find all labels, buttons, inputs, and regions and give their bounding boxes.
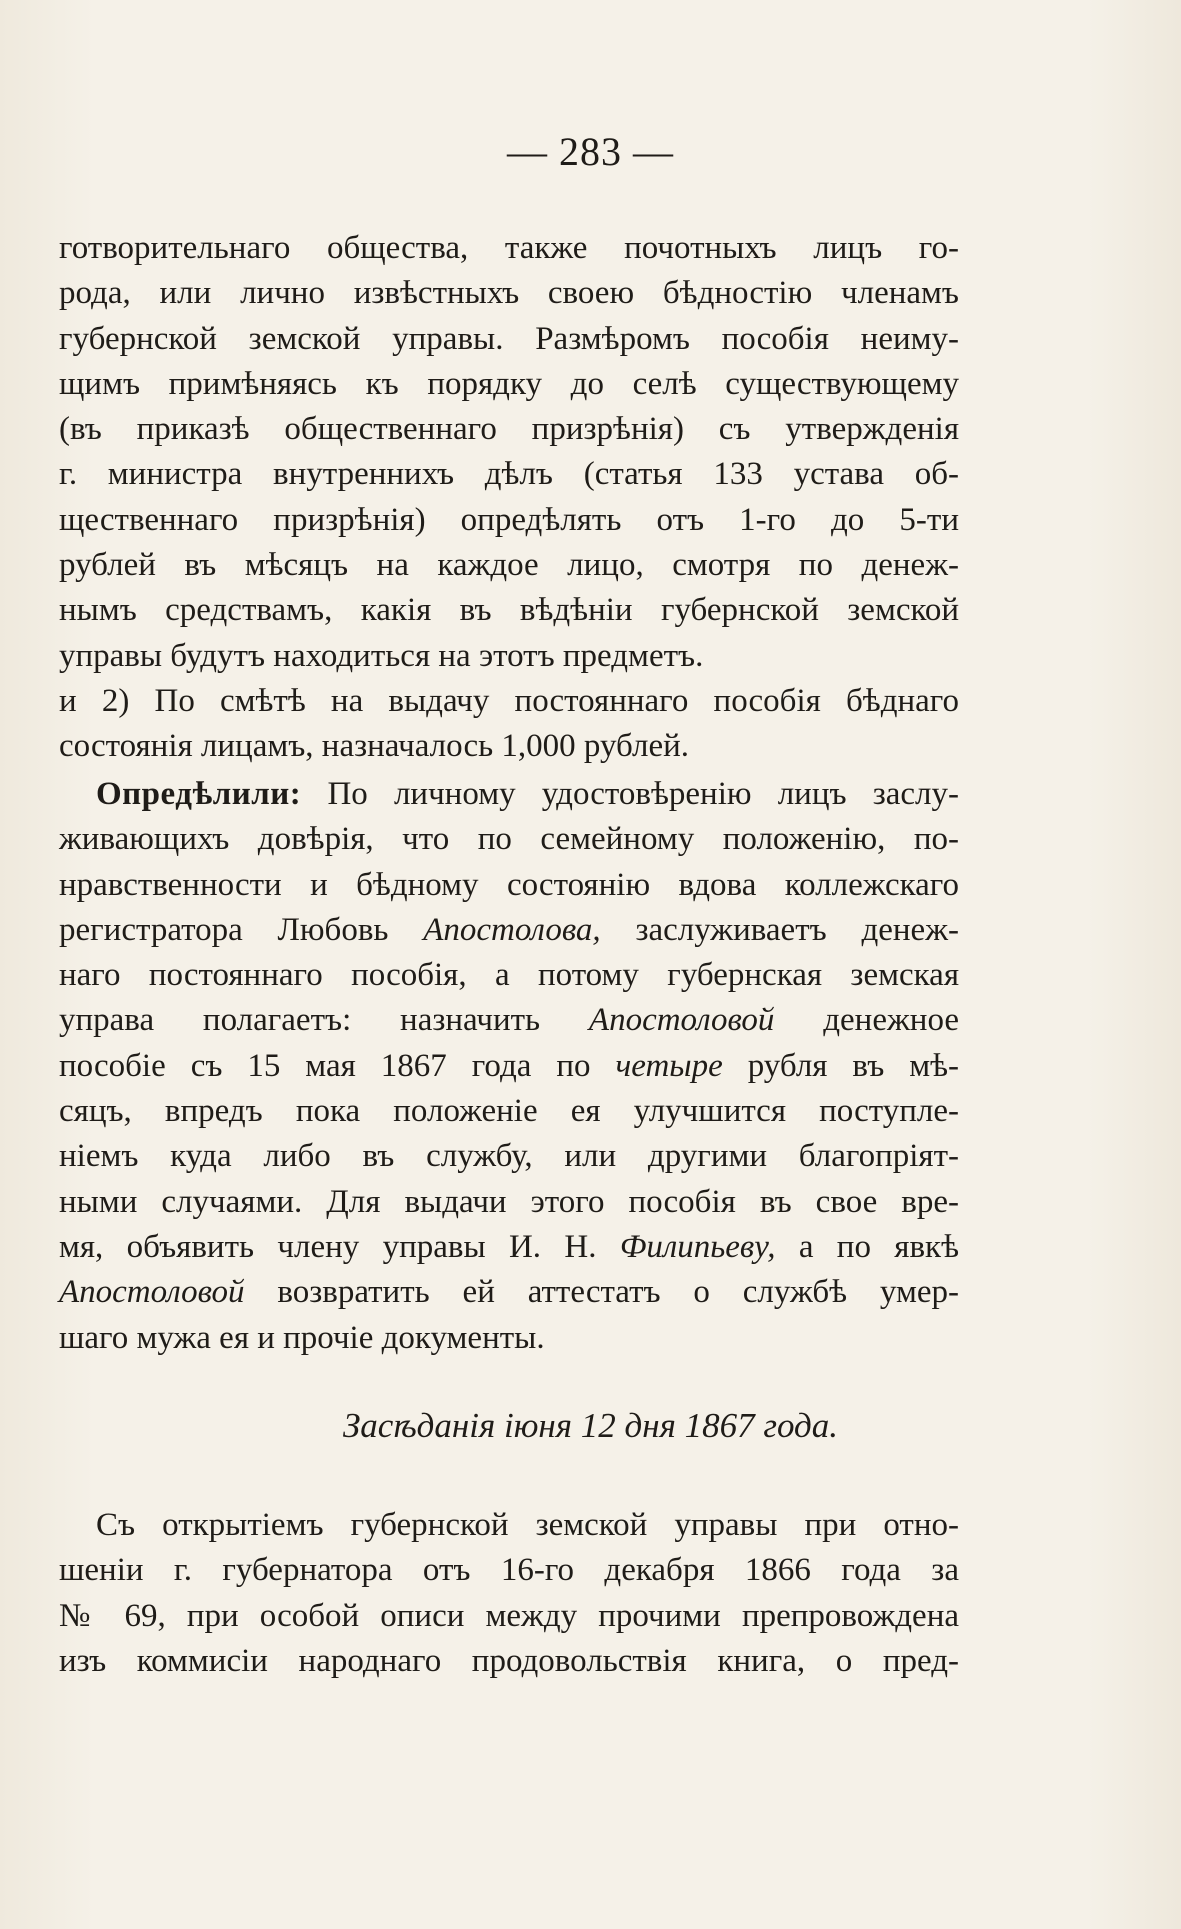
text-line: щественнаго призрѣнія) опредѣлять отъ 1-го до 5-ти bbox=[59, 501, 959, 538]
text-line: сяцъ, впредъ пока положеніе ея улучшится поступле- bbox=[59, 1093, 959, 1130]
text-line: наго постояннаго пособія, а потому губернская земская bbox=[59, 957, 959, 994]
resolution-paragraph bbox=[59, 772, 959, 1361]
text-line: № 69, при особой описи между прочими препровождена bbox=[59, 1597, 959, 1634]
text-line: губернской земской управы. Размѣромъ пособія неиму- bbox=[59, 320, 959, 357]
text-line: г. министра внутреннихъ дѣлъ (статья 133 устава об- bbox=[59, 456, 959, 493]
text-line: готворительнаго общества, также почотныхъ лицъ го- bbox=[59, 230, 959, 266]
italic-name: Филипьеву, bbox=[619, 1228, 776, 1265]
text-span: а по явкѣ bbox=[775, 1228, 959, 1265]
text-span: заслуживаетъ денеж- bbox=[600, 911, 959, 948]
text-line: шаго мужа ея и прочіе документы. bbox=[59, 1319, 545, 1356]
text-span: рубля въ мѣ- bbox=[722, 1047, 960, 1084]
text-line: ніемъ куда либо въ службу, или другими благопріят- bbox=[59, 1138, 959, 1175]
text-line: Съ открытіемъ губернской земской управы при отно- bbox=[96, 1507, 959, 1543]
text-span: возвратить ей аттестатъ о службѣ умер- bbox=[244, 1274, 959, 1311]
text-span: регистратора Любовь bbox=[59, 911, 424, 948]
text-line bbox=[59, 1225, 959, 1270]
text-line bbox=[59, 998, 959, 1043]
page-number: — 283 — bbox=[507, 129, 674, 174]
text-line: щимъ примѣняясь къ порядку до селѣ существующему bbox=[59, 365, 959, 402]
resolution-label: Опредѣлили: bbox=[96, 776, 302, 812]
text-line bbox=[59, 908, 959, 953]
text-line: ными случаями. Для выдачи этого пособія въ свое вре- bbox=[59, 1183, 959, 1220]
session-heading: Засѣданія іюня 12 дня 1867 года. bbox=[342, 1406, 839, 1445]
text-line bbox=[59, 772, 959, 817]
text-line bbox=[59, 1044, 959, 1089]
text-line: изъ коммисіи народнаго продовольствія книга, о пред- bbox=[59, 1642, 959, 1679]
italic-word: четыре bbox=[615, 1047, 723, 1084]
italic-name: Апостоловой bbox=[588, 1002, 775, 1039]
italic-name: Апостоловой bbox=[59, 1274, 245, 1311]
paragraph-new-session bbox=[59, 1503, 959, 1684]
text-span: мя, объявить члену управы И. Н. bbox=[59, 1228, 620, 1265]
text-span: пособіе съ 15 мая 1867 года по bbox=[59, 1047, 616, 1084]
text-line: рублей въ мѣсяцъ на каждое лицо, смотря по денеж- bbox=[59, 547, 959, 584]
text-line: управы будутъ находиться на этотъ предметъ. bbox=[59, 637, 704, 674]
text-line: шеніи г. губернатора отъ 16-го декабря 1866 года за bbox=[59, 1552, 959, 1589]
text-line: и 2) По смѣтѣ на выдачу постояннаго пособія бѣднаго bbox=[59, 682, 959, 719]
text-line: живающихъ довѣрія, что по семейному положенію, по- bbox=[59, 821, 959, 858]
text-line: (въ приказѣ общественнаго призрѣнія) съ утвержденія bbox=[59, 411, 959, 448]
text-line: рода, или лично извѣстныхъ своею бѣдностію членамъ bbox=[59, 275, 959, 312]
text-line: состоянія лицамъ, назначалось 1,000 рублей. bbox=[59, 728, 690, 765]
text-span: По личному удостовѣренію лицъ заслу- bbox=[301, 776, 959, 812]
paragraph-continuation bbox=[59, 226, 959, 770]
text-line: нымъ средствамъ, какія въ вѣдѣніи губернской земской bbox=[59, 592, 959, 629]
text-span: денежное bbox=[774, 1002, 959, 1039]
text-span: управа полагаетъ: назначить bbox=[59, 1002, 589, 1039]
text-line: нравственности и бѣдному состоянію вдова коллежскаго bbox=[59, 866, 959, 903]
italic-name: Апостолова, bbox=[423, 911, 601, 948]
text-line bbox=[59, 1270, 959, 1315]
